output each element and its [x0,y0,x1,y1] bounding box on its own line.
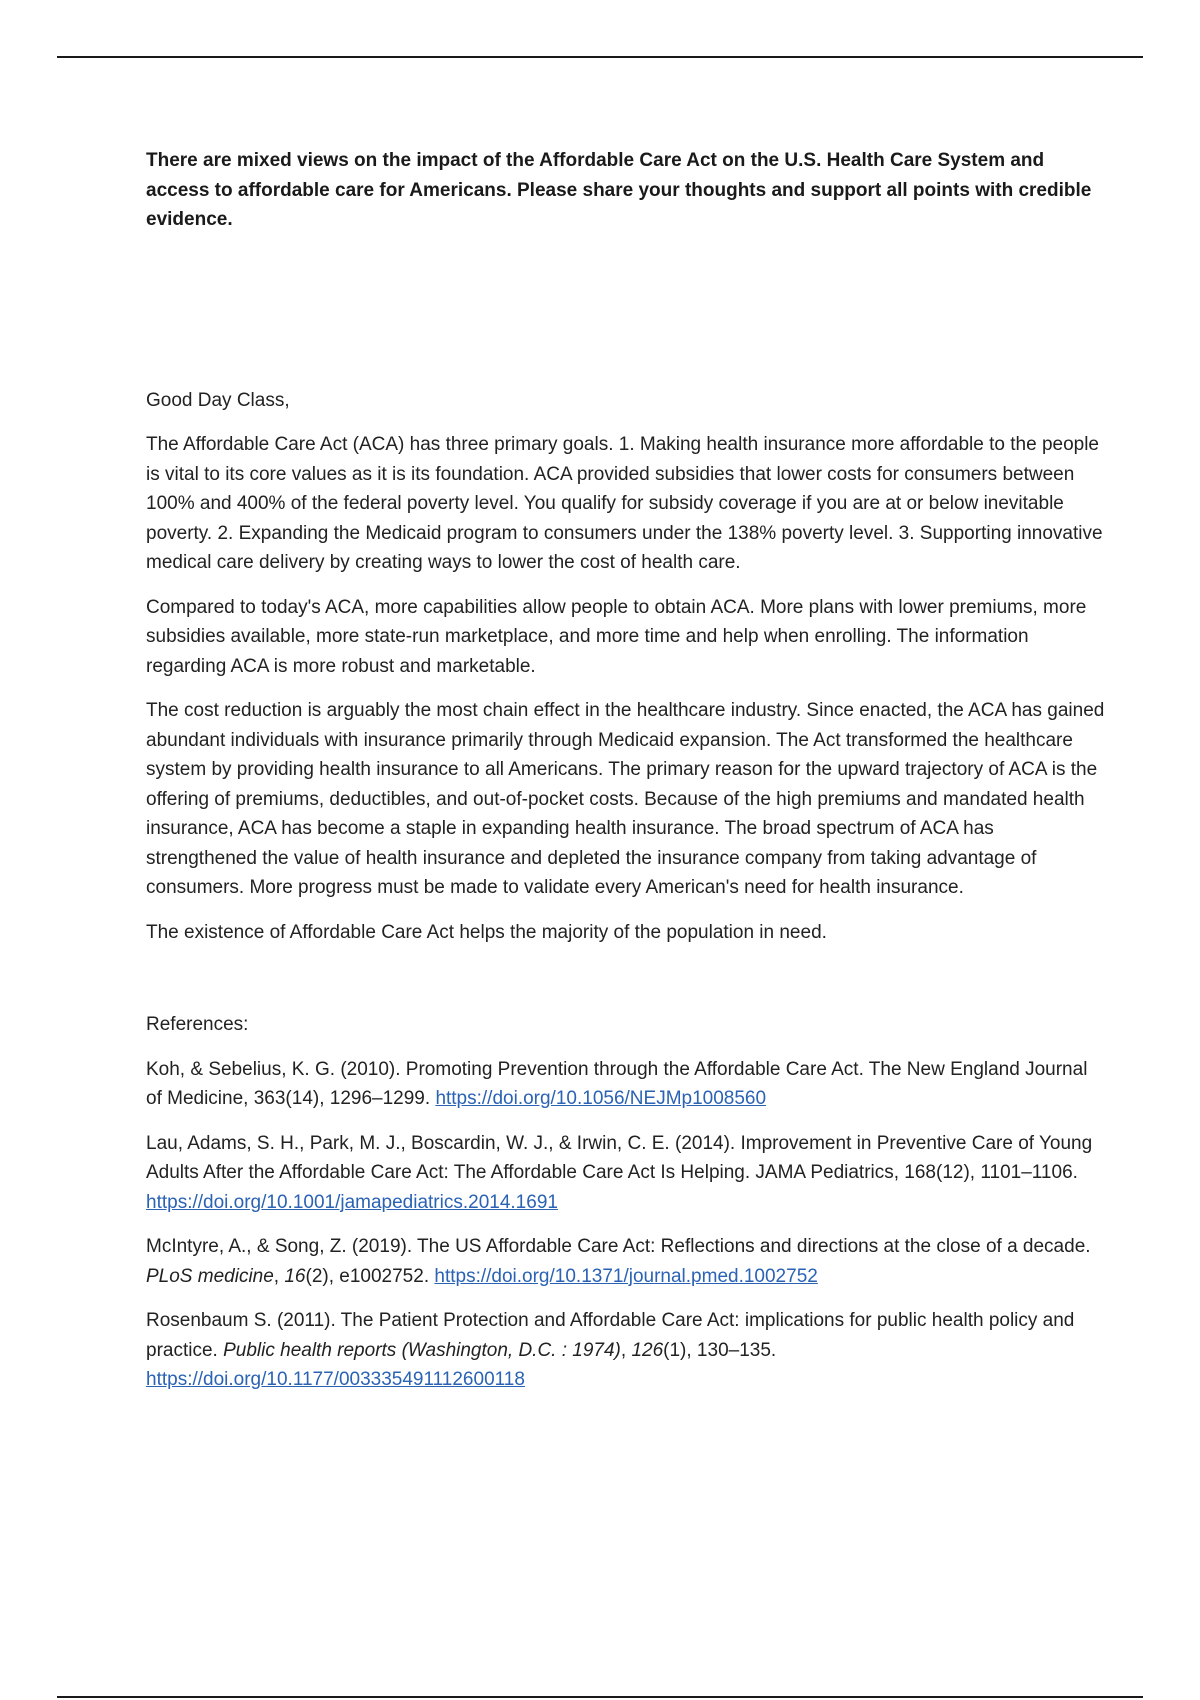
paragraph-goals: The Affordable Care Act (ACA) has three primary goals. 1. Making health insurance more affordable to the people is vital to its core values as it is its foundation. ACA provided subsidies that lower costs for consumers between 100% and 400% of the federal poverty level. You qualify for subsidy coverage if you are at or below inevitable poverty. 2. Expanding the Medicaid program to consumers under the 138% poverty level. 3. Supporting innovative medical care delivery by creating ways to lower the cost of health care. [146,434,1103,573]
document-body [146,146,1106,1395]
reference-volume: 126 [631,1339,664,1361]
paragraph-cost-reduction: The cost reduction is arguably the most chain effect in the healthcare industry. Since enacted, the ACA has gained abundant individuals with insurance primarily through Medicaid expansion. The Act transformed the healthcare system by providing health insurance to all Americans. The primary reason for the upward trajectory of ACA is the offering of premiums, deductibles, and out-of-pocket costs. Because of the high premiums and mandated health insurance, ACA has become a staple in expanding health insurance. The broad spectrum of ACA has strengthened the value of health insurance and depleted the insurance company from taking advantage of consumers. More progress must be made to validate every American's need for health insurance. [146,700,1105,898]
reference-item [146,1306,1106,1395]
reference-pages: (1), 130–135. [663,1339,777,1361]
bottom-rule [57,1696,1143,1698]
reference-separator: , [273,1265,285,1287]
reference-volume: 16 [284,1265,306,1287]
reference-journal: Public health reports (Washington, D.C. : 1974) [223,1339,621,1361]
reference-citation: Lau, Adams, S. H., Park, M. J., Boscardin, W. J., & Irwin, C. E. (2014). Improvement in Preventive Care of Young Adults After the Affordable Care Act: The Affordable Care Act Is Helping. JAMA Pediatrics, 168(12), 1101–1106. [146,1132,1093,1183]
reference-pages: (2), e1002752. [305,1265,435,1287]
reference-citation: Koh, & Sebelius, K. G. (2010). Promoting Prevention through the Affordable Care Act. The New England Journal of Medicine, 363(14), 1296–1299. [146,1058,1088,1109]
greeting: Good Day Class, [146,389,290,411]
top-rule [57,56,1143,58]
reference-doi-link[interactable]: https://doi.org/10.1056/NEJMp1008560 [435,1088,767,1109]
discussion-prompt: There are mixed views on the impact of the Affordable Care Act on the U.S. Health Care System and access to affordable care for Americans. Please share your thoughts and support all points with credible evidence. [146,150,1092,230]
reference-citation: McIntyre, A., & Song, Z. (2019). The US Affordable Care Act: Reflections and directions at the close of a decade. [146,1236,1091,1257]
reference-doi-link[interactable]: https://doi.org/10.1001/jamapediatrics.2014.1691 [146,1191,558,1213]
reference-citation: Rosenbaum S. (2011). The Patient Protection and Affordable Care Act: implications for public health policy and practice. [146,1310,1075,1361]
reference-item [146,1055,1106,1114]
reference-doi-link[interactable]: https://doi.org/10.1177/003335491112600118 [146,1369,525,1390]
reference-item [146,1232,1106,1291]
paragraph-comparison: Compared to today's ACA, more capabilities allow people to obtain ACA. More plans with lower premiums, more subsidies available, more state-run marketplace, and more time and help when enrolling. The information regarding ACA is more robust and marketable. [146,596,1087,677]
reference-item [146,1129,1106,1218]
reference-journal: PLoS medicine [146,1265,274,1287]
reference-doi-link[interactable]: https://doi.org/10.1371/journal.pmed.1002752 [434,1265,818,1287]
paragraph-conclusion: The existence of Affordable Care Act helps the majority of the population in need. [146,921,827,943]
references-heading: References: [146,1014,249,1035]
reference-separator: , [620,1339,632,1361]
